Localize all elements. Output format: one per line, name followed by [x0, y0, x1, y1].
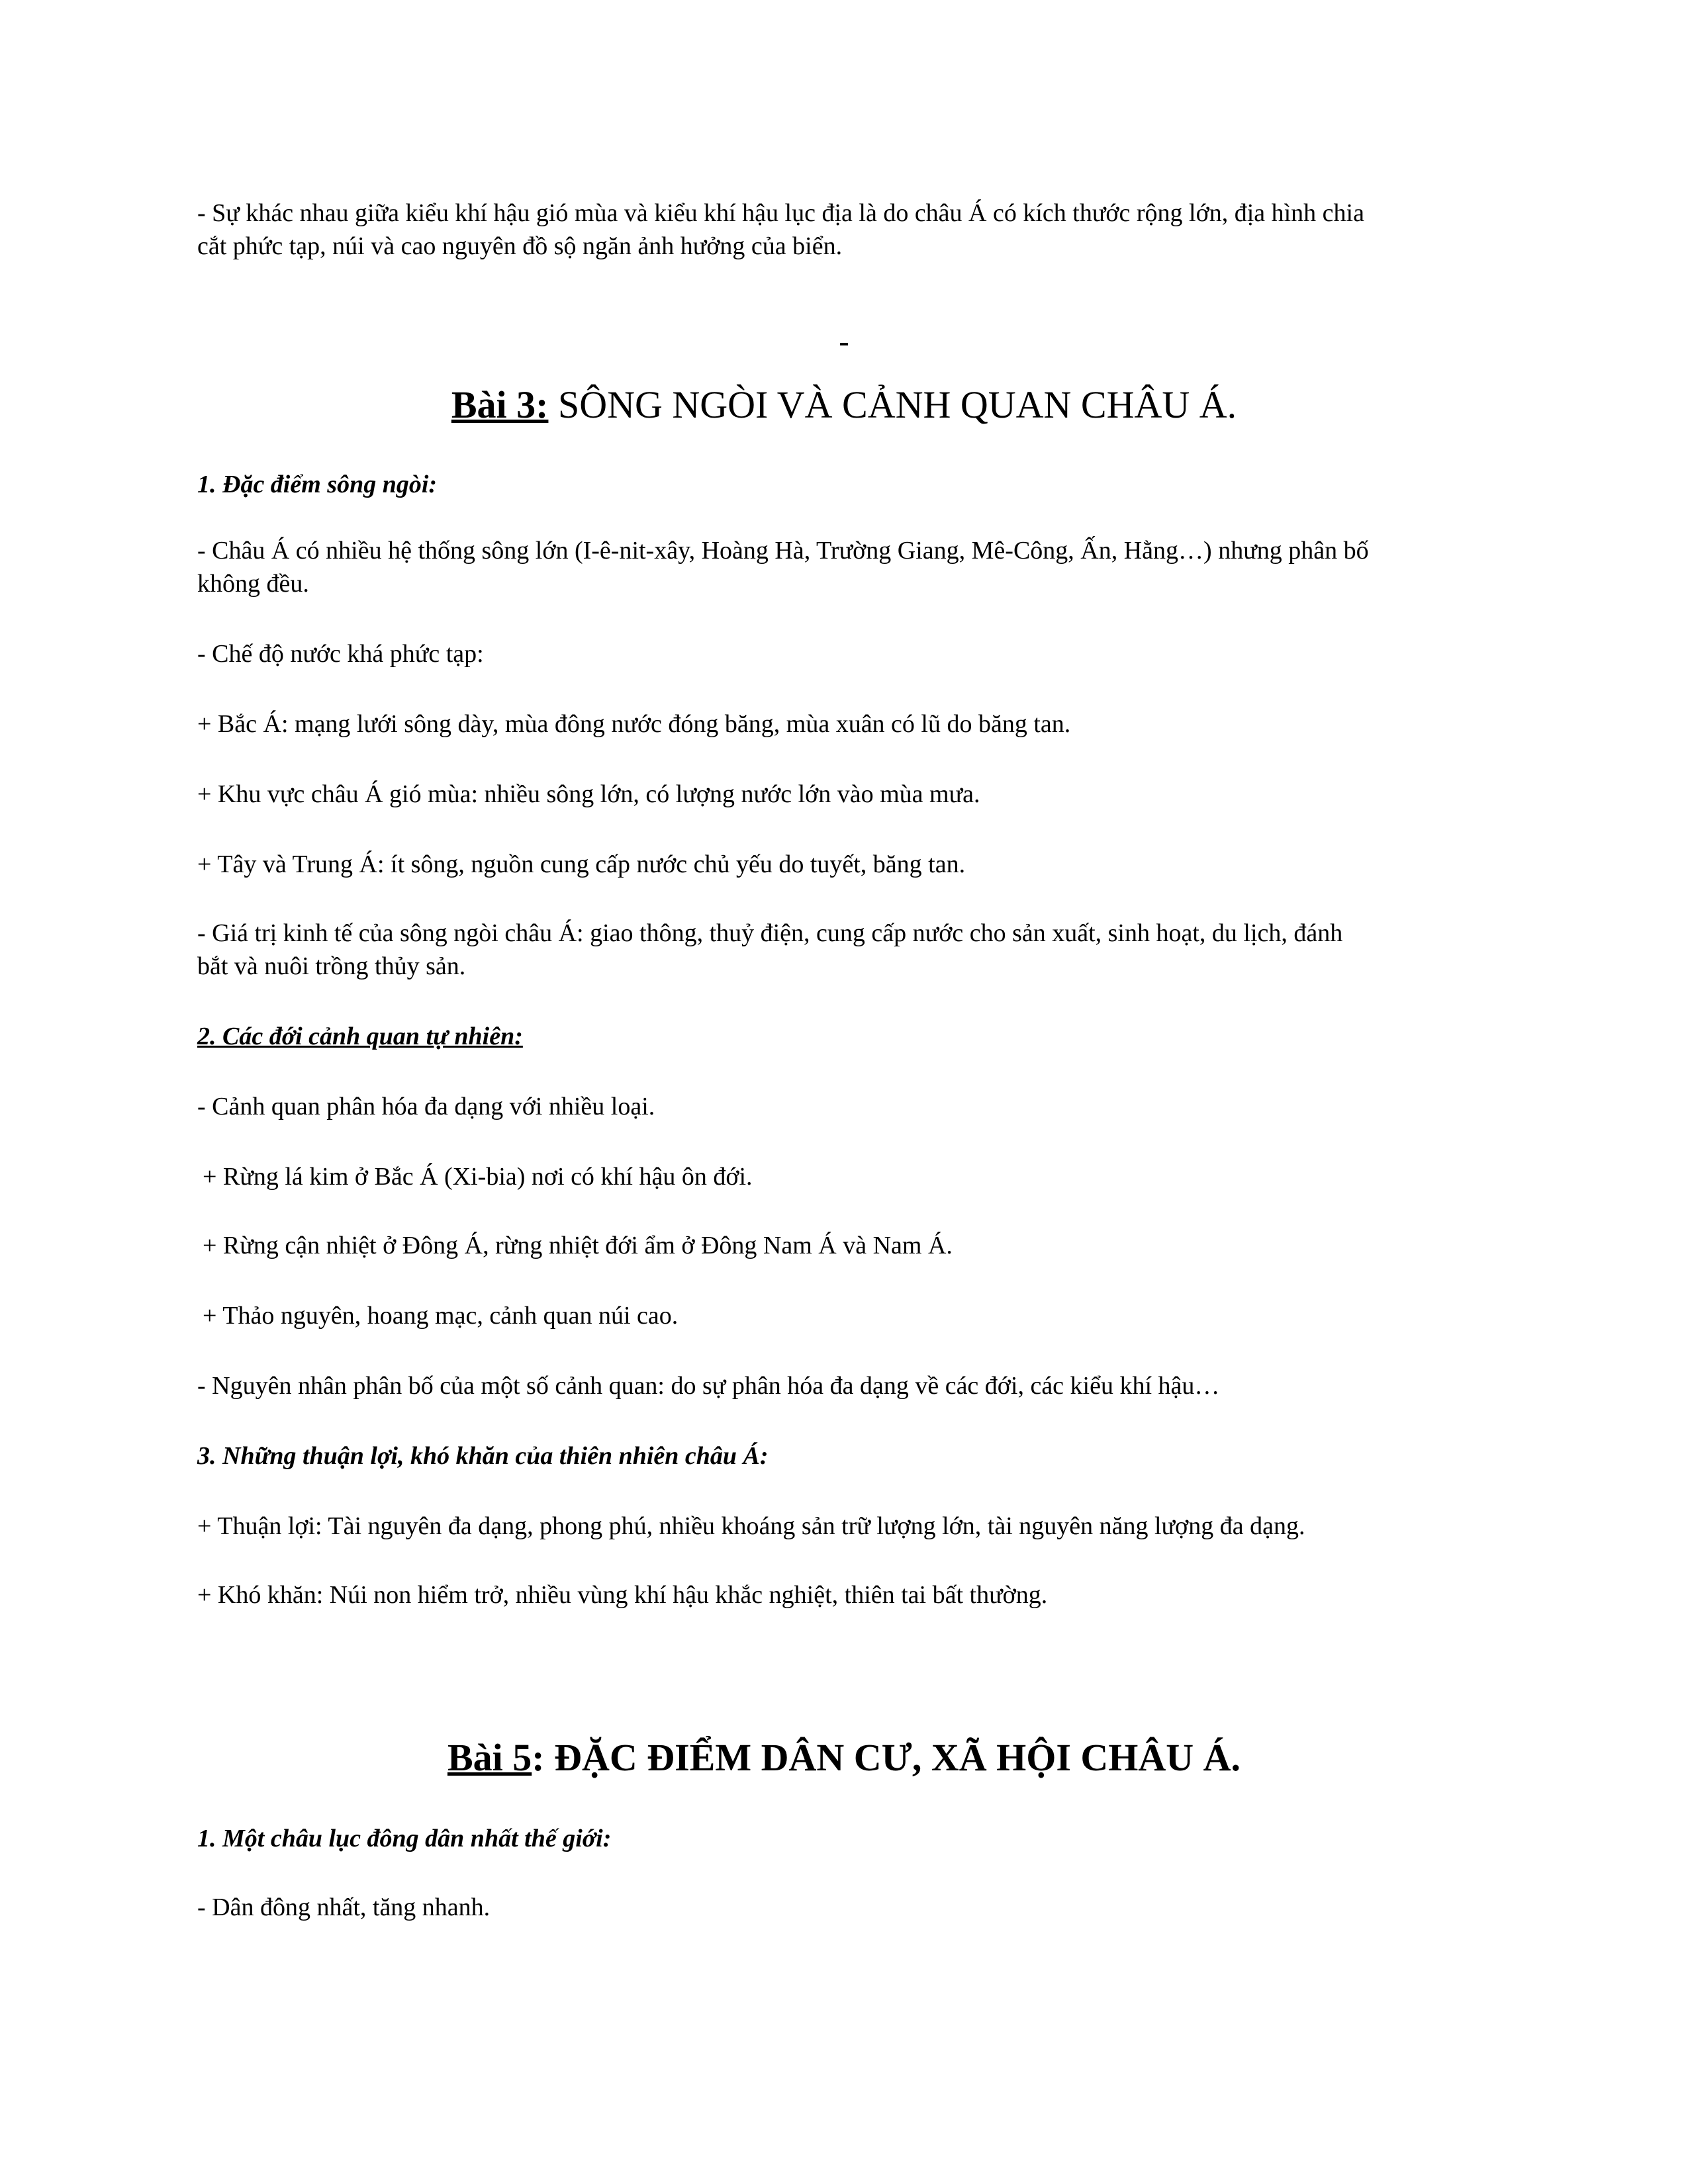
intro-line-2: cắt phức tạp, núi và cao nguyên đồ sộ ngăn ảnh hưởng của biển.	[197, 232, 843, 260]
intro-line-1: - Sự khác nhau giữa kiểu khí hậu gió mùa và kiểu khí hậu lục địa là do châu Á có kích thước rộng lớn, địa hình chia	[197, 199, 1364, 227]
lesson5-title: : ĐẶC ĐIỂM DÂN CƯ, XÃ HỘI CHÂU Á.	[532, 1736, 1241, 1779]
lesson3-heading	[0, 381, 1688, 429]
lesson3-s1-p1-line2: không đều.	[197, 570, 309, 598]
lesson3-section1-heading: 1. Đặc điểm sông ngòi:	[197, 471, 438, 498]
lesson3-s1-p5: + Tây và Trung Á: ít sông, nguồn cung cấp nước chủ yếu do tuyết, băng tan.	[197, 850, 966, 878]
lesson3-s2-p3: + Rừng cận nhiệt ở Đông Á, rừng nhiệt đới ẩm ở Đông Nam Á và Nam Á.	[203, 1232, 953, 1259]
lesson5-label: Bài 5	[447, 1736, 532, 1779]
lesson3-s3-p2: + Khó khăn: Núi non hiểm trở, nhiều vùng khí hậu khắc nghiệt, thiên tai bất thường.	[197, 1581, 1048, 1609]
lesson3-s1-p4: + Khu vực châu Á gió mùa: nhiều sông lớn, có lượng nước lớn vào mùa mưa.	[197, 780, 980, 808]
lesson3-s2-p5: - Nguyên nhân phân bố của một số cảnh quan: do sự phân hóa đa dạng về các đới, các kiểu khí hậu…	[197, 1372, 1220, 1400]
lesson3-s1-p3: + Bắc Á: mạng lưới sông dày, mùa đông nước đóng băng, mùa xuân có lũ do băng tan.	[197, 710, 1071, 738]
lesson3-s2-p4: + Thảo nguyên, hoang mạc, cảnh quan núi cao.	[203, 1302, 679, 1330]
lesson3-label: Bài 3:	[451, 383, 549, 426]
lesson3-section2-heading: 2. Các đới cảnh quan tự nhiên:	[197, 1023, 523, 1050]
lesson5-s1-p1: - Dân đông nhất, tăng nhanh.	[197, 1893, 491, 1921]
lesson3-s2-p2: + Rừng lá kim ở Bắc Á (Xi-bia) nơi có khí hậu ôn đới.	[203, 1163, 753, 1191]
lesson3-s1-p6-line1: - Giá trị kinh tế của sông ngòi châu Á: giao thông, thuỷ điện, cung cấp nước cho sản xuất, sinh hoạt, du lịch, đánh	[197, 919, 1343, 947]
lesson3-s3-p1: + Thuận lợi: Tài nguyên đa dạng, phong phú, nhiều khoáng sản trữ lượng lớn, tài nguyên năng lượng đa dạng.	[197, 1512, 1305, 1540]
separator-dash: -	[839, 324, 849, 358]
lesson3-title: SÔNG NGÒI VÀ CẢNH QUAN CHÂU Á.	[548, 383, 1237, 426]
lesson3-section3-heading: 3. Những thuận lợi, khó khăn của thiên nhiên châu Á:	[197, 1442, 769, 1470]
lesson5-section1-heading: 1. Một châu lục đông dân nhất thế giới:	[197, 1825, 612, 1852]
lesson3-s1-p2: - Chế độ nước khá phức tạp:	[197, 640, 484, 668]
lesson3-s1-p1-line1: - Châu Á có nhiều hệ thống sông lớn (I-ê-nit-xây, Hoàng Hà, Trường Giang, Mê-Công, Ấn, Hằng…) nhưng phân bố	[197, 537, 1369, 565]
lesson5-heading	[0, 1734, 1688, 1782]
lesson3-s2-p1: - Cảnh quan phân hóa đa dạng với nhiều loại.	[197, 1093, 655, 1120]
lesson3-s1-p6-line2: bắt và nuôi trồng thủy sản.	[197, 952, 466, 980]
